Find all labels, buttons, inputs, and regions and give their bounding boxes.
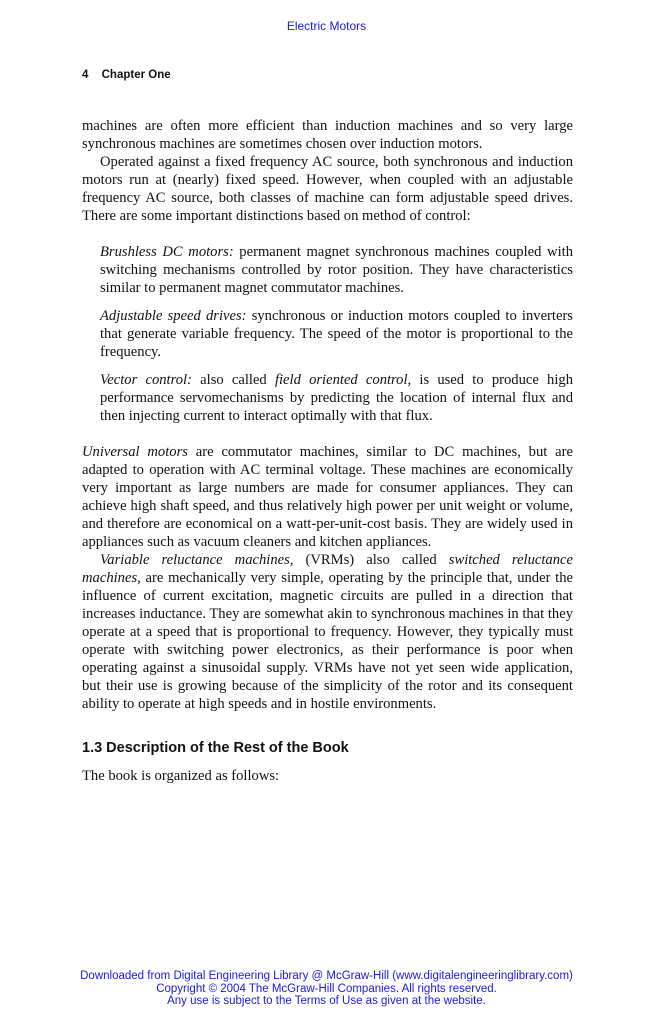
definition-term-alt: field oriented control, xyxy=(274,372,412,388)
definition-item: Vector control: also called field oriented control, is used to produce high performance servomechanisms by predicting the location of internal flux and then injecting current to interact optimally with that flux. xyxy=(100,372,573,424)
term: Variable reluctance machines, xyxy=(100,552,294,568)
definition-term: Adjustable speed drives: xyxy=(100,308,247,324)
definition-text: synchronous or induction motors coupled to inverters that generate variable frequency. The speed of the motor is proportional to the frequency. xyxy=(100,308,573,360)
definition-term: Brushless DC motors: xyxy=(100,244,234,260)
chapter-label: Chapter One xyxy=(101,69,171,81)
definition-term: Vector control: xyxy=(100,372,192,388)
page-number: 4 xyxy=(82,69,89,81)
paragraph: The book is organized as follows: xyxy=(82,768,280,784)
footer xyxy=(0,970,653,1008)
definition-list xyxy=(100,243,573,425)
definition-text: permanent magnet synchronous machines coupled with switching mechanisms controlled by rotor position. They have characteristics similar to permanent magnet commutator machines. xyxy=(100,244,573,296)
definition-item xyxy=(100,243,573,297)
page-body xyxy=(82,117,573,785)
running-head xyxy=(82,69,171,81)
term-alt: switched reluctance machines, xyxy=(82,552,573,586)
section-heading: 1.3 Description of the Rest of the Book xyxy=(82,740,349,756)
footer-terms[interactable]: Any use is subject to the Terms of Use as given at the website. xyxy=(167,995,486,1007)
footer-copyright[interactable]: Copyright © 2004 The McGraw-Hill Companies. All rights reserved. xyxy=(156,982,497,995)
footer-download-link[interactable]: Downloaded from Digital Engineering Library @ McGraw-Hill (www.digitalengineeringlibrary.com) xyxy=(80,970,573,982)
paragraph: Operated against a fixed frequency AC source, both synchronous and induction motors run at (nearly) fixed speed. However, when coupled with an adjustable frequency AC source, both classes of machine can form adjustable speed drives. There are some important distinctions based on method of control: xyxy=(82,154,573,224)
paragraph: Variable reluctance machines, (VRMs) also called switched reluctance machines, are mechanically very simple, operating by the principle that, under the influence of current excitation, magnetic circuits are pulled in a direction that increases inductance. They are somewhat akin to synchronous machines in that they operate at a speed that is proportional to frequency. However, they typically must operate with switching power electronics, as their performance is poor when operating against a sinusoidal supply. VRMs have not yet seen wide application, but their use is growing because of the simplicity of the rotor and its consequent ability to operate at high speeds and in hostile environments. xyxy=(82,552,573,712)
definition-text: is used to produce high performance servomechanisms by predicting the location of internal flux and then injecting current to interact optimally with that flux. xyxy=(100,372,573,424)
definition-item xyxy=(100,307,573,361)
paragraph: Universal motors are commutator machines, similar to DC machines, but are adapted to operation with AC terminal voltage. These machines are economically very important as large numbers are made for consumer appliances. They can achieve high shaft speed, and thus relatively high power per unit weight or volume, and therefore are economical on a watt-per-unit-cost basis. They are widely used in appliances such as vacuum cleaners and kitchen appliances. xyxy=(82,444,573,550)
term: Universal motors xyxy=(82,444,188,460)
book-title-link[interactable]: Electric Motors xyxy=(286,19,367,33)
paragraph: machines are often more efficient than induction machines and so very large synchronous machines are sometimes chosen over induction motors. xyxy=(82,118,573,152)
